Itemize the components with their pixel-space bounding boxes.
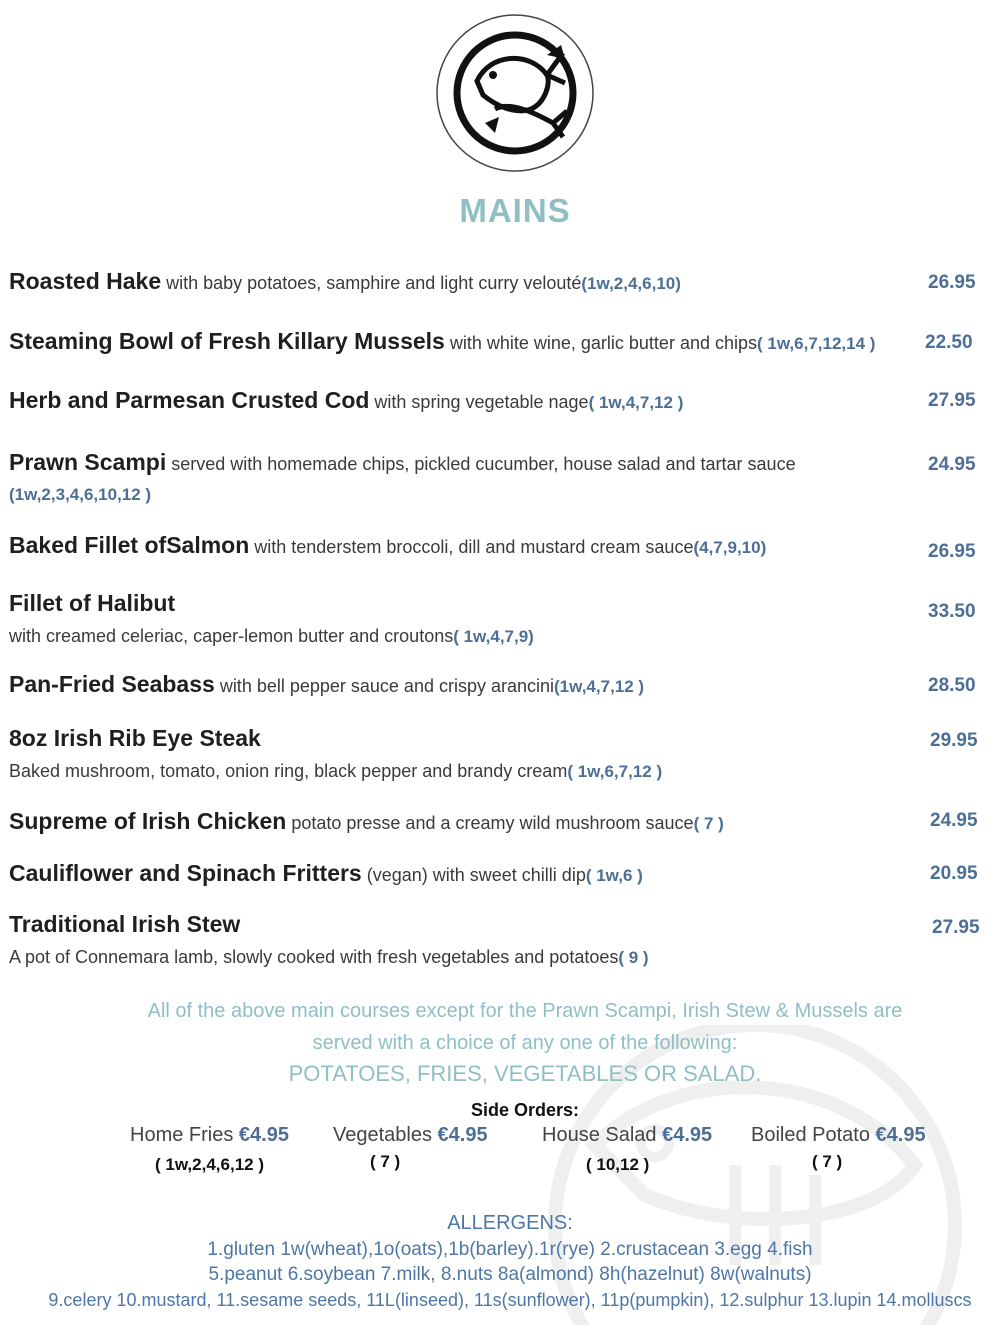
allergens-line: 9.celery 10.mustard, 11.sesame seeds, 11L(linseed), 11s(sunflower), 11p(pumpkin), 12.sulphur 13.lupin 14.molluscs [48,1290,972,1310]
item-allergens: (1w,4,7,12 ) [554,677,645,696]
item-allergens: (4,7,9,10) [693,538,767,557]
side-order-allergens: ( 7 ) [370,1152,401,1171]
item-description: potato presse and a creamy wild mushroom sauce [286,813,694,833]
allergens-title: ALLERGENS: [447,1212,573,1234]
item-allergens: ( 1w,4,7,9) [453,627,534,646]
item-name: Traditional Irish Stew [9,911,241,937]
sides-note-choices: POTATOES, FRIES, VEGETABLES OR SALAD. [288,1061,762,1086]
side-order-price: €4.95 [437,1124,488,1146]
allergens-line: 5.peanut 6.soybean 7.milk, 8.nuts 8a(almond) 8h(hazelnut) 8w(walnuts) [208,1264,812,1285]
item-name: Steaming Bowl of Fresh Killary Mussels [9,328,445,354]
side-order-price: €4.95 [875,1124,926,1146]
side-order-item [542,1124,712,1147]
item-allergens: (1w,2,3,4,6,10,12 ) [9,485,152,504]
item-description: A pot of Connemara lamb, slowly cooked with fresh vegetables and potatoes [9,947,619,967]
side-order-price: €4.95 [662,1124,713,1146]
side-order-name: House Salad [542,1124,657,1146]
menu-item [9,385,1000,418]
item-price: 20.95 [930,863,978,884]
item-name: Pan-Fried Seabass [9,671,215,697]
item-price: 27.95 [932,917,980,938]
sides-note-line: All of the above main courses except for the Prawn Scampi, Irish Stew & Mussels are [147,1000,903,1022]
side-order-name: Vegetables [333,1124,432,1146]
item-description: with white wine, garlic butter and chips [444,333,757,353]
side-order-item [751,1124,926,1147]
item-price: 28.50 [928,675,976,696]
item-name: Supreme of Irish Chicken [9,808,287,834]
item-price: 26.95 [928,541,976,562]
item-description: with tenderstem broccoli, dill and mustard cream sauce [249,537,694,557]
item-price: 26.95 [928,272,976,293]
side-order-name: Boiled Potato [751,1124,870,1146]
item-allergens: ( 9 ) [618,948,649,967]
item-name: Baked Fillet ofSalmon [9,532,250,558]
item-price: 33.50 [928,601,976,622]
item-name: Herb and Parmesan Crusted Cod [9,387,370,413]
item-description: with spring vegetable nage [369,392,589,412]
item-description: (vegan) with sweet chilli dip [361,865,586,885]
item-allergens: ( 7 ) [693,814,724,833]
item-price: 22.50 [925,332,973,353]
item-price: 24.95 [928,454,976,475]
side-orders-title: Side Orders: [470,1100,580,1120]
menu-item [9,530,1000,563]
item-name: 8oz Irish Rib Eye Steak [9,725,261,751]
menu-item [9,266,1000,299]
menu-item [9,669,1000,702]
side-order-allergens: ( 10,12 ) [586,1155,650,1174]
item-price: 24.95 [930,810,978,831]
item-allergens: ( 1w,4,7,12 ) [588,393,684,412]
item-allergens: ( 1w,6,7,12,14 ) [757,334,876,353]
item-description: with creamed celeriac, caper-lemon butter and croutons [9,626,454,646]
menu-item [9,909,1000,973]
item-allergens: ( 1w,6,7,12 ) [567,762,663,781]
section-title: MAINS [459,192,571,229]
side-order-item [333,1124,488,1147]
side-order-allergens: ( 1w,2,4,6,12 ) [155,1155,264,1174]
menu-item [9,858,1000,891]
item-description: Baked mushroom, tomato, onion ring, black pepper and brandy cream [9,761,568,781]
item-price: 27.95 [928,390,976,411]
menu-item [9,806,1000,839]
item-name: Roasted Hake [9,268,162,294]
side-order-price: €4.95 [238,1124,289,1146]
menu-item [9,588,1000,652]
fish-plate-icon [435,13,595,173]
item-name: Fillet of Halibut [9,590,176,616]
side-order-name: Home Fries [130,1124,234,1146]
item-allergens: (1w,2,4,6,10) [581,274,681,293]
item-description: with baby potatoes, samphire and light curry velouté [161,273,582,293]
menu-item [9,326,1000,359]
item-name: Cauliflower and Spinach Fritters [9,860,362,886]
menu-item [9,447,1000,510]
allergens-line: 1.gluten 1w(wheat),1o(oats),1b(barley).1r(rye) 2.crustacean 3.egg 4.fish [207,1239,813,1260]
sides-note-line: served with a choice of any one of the following: [312,1032,738,1054]
menu-item [9,723,1000,787]
side-order-allergens: ( 7 ) [812,1152,843,1171]
item-description: served with homemade chips, pickled cucumber, house salad and tartar sauce [166,454,796,474]
item-allergens: ( 1w,6 ) [585,866,643,885]
item-name: Prawn Scampi [9,449,167,475]
item-description: with bell pepper sauce and crispy arancini [214,676,554,696]
item-price: 29.95 [930,730,978,751]
side-order-item [130,1124,289,1147]
